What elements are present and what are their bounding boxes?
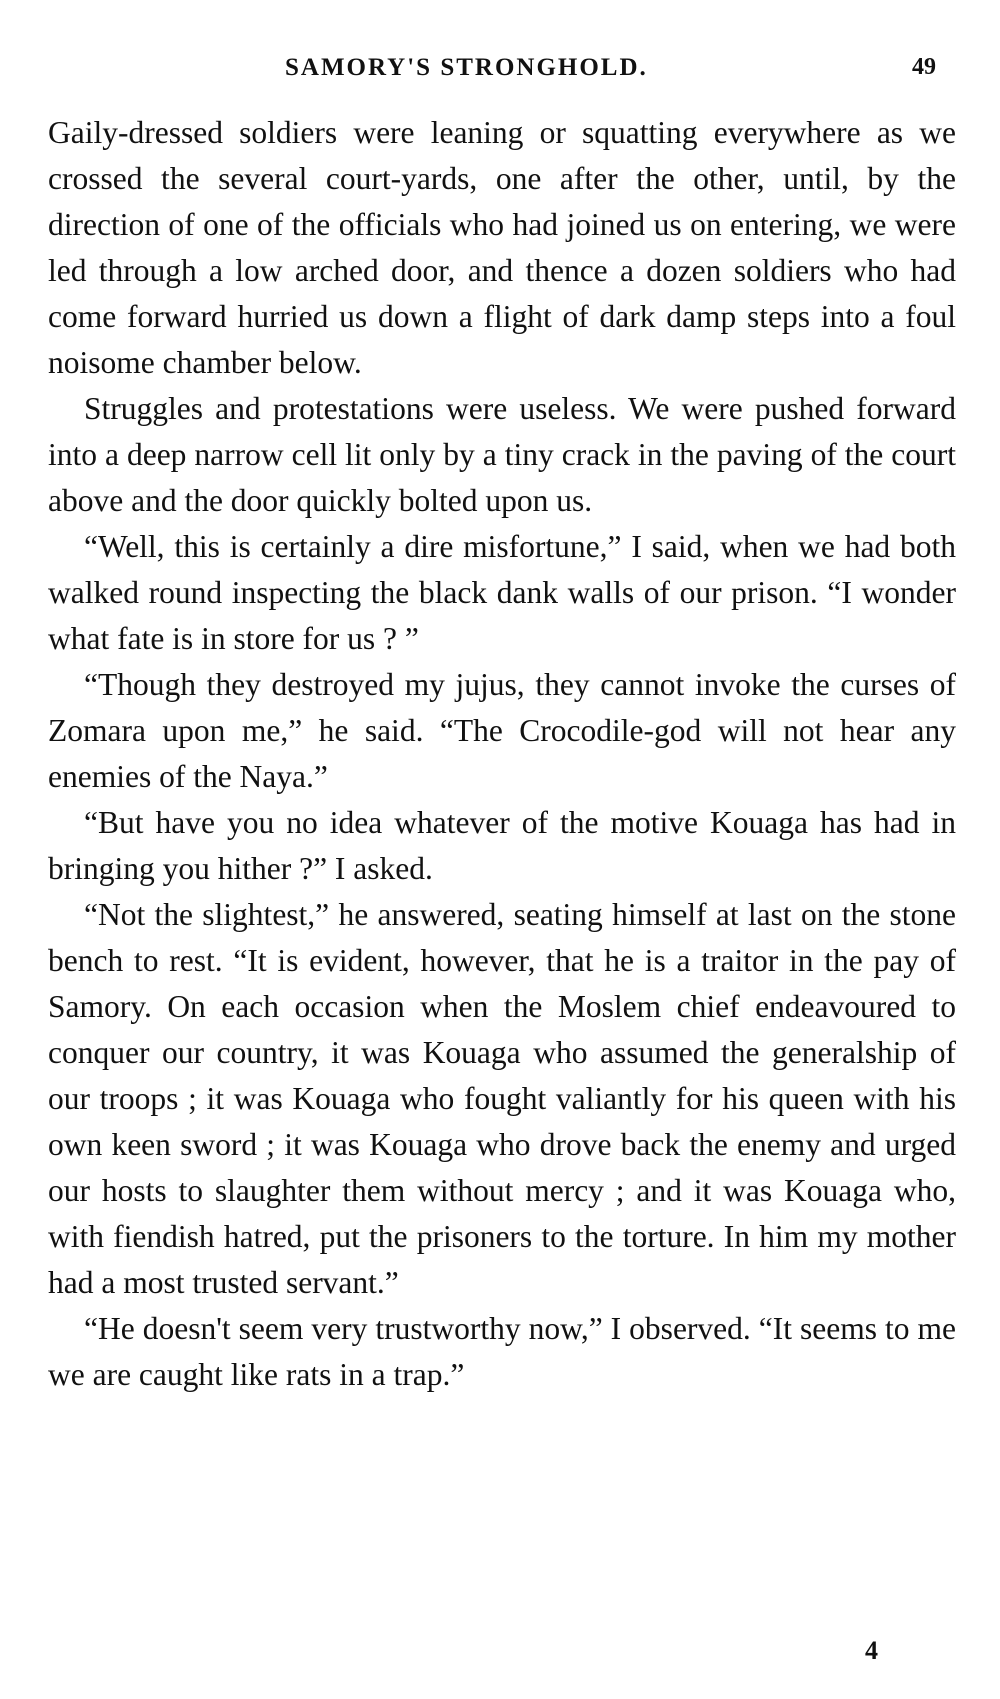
body-text bbox=[48, 110, 956, 1398]
paragraph: “Well, this is certainly a dire misfortune,” I said, when we had both walked round inspecting the black dank walls of our prison. “I wonder what fate is in store for us ? ” bbox=[48, 529, 956, 656]
paragraph: “But have you no idea whatever of the motive Kouaga has had in bringing you hither ?” I asked. bbox=[48, 805, 956, 886]
paragraph: “He doesn't seem very trustworthy now,” I observed. “It seems to me we are caught like rats in a trap.” bbox=[48, 1311, 956, 1392]
running-title: SAMORY'S STRONGHOLD. bbox=[285, 54, 648, 81]
page-number: 49 bbox=[912, 54, 936, 80]
paragraph: Struggles and protestations were useless. We were pushed forward into a deep narrow cell lit only by a tiny crack in the paving of the court above and the door quickly bolted upon us. bbox=[48, 391, 956, 518]
paragraph: Gaily-dressed soldiers were leaning or squatting everywhere as we crossed the several court-yards, one after the other, until, by the direction of one of the officials who had joined us on entering, we were led through a low arched door, and thence a dozen soldiers who had come forward hurried us down a flight of dark damp steps into a foul noisome chamber below. bbox=[48, 115, 956, 380]
paragraph: “Not the slightest,” he answered, seating himself at last on the stone bench to rest. “It is evident, however, that he is a traitor in the pay of Samory. On each occasion when the Moslem chief endeavoured to conquer our country, it was Kouaga who assumed the generalship of our troops ; it was Kouaga who fought valiantly for his queen with his own keen sword ; it was Kouaga who drove back the enemy and urged our hosts to slaughter them without mercy ; and it was Kouaga who, with fiendish hatred, put the prisoners to the torture. In him my mother had a most trusted servant.” bbox=[48, 897, 956, 1300]
signature-mark: 4 bbox=[865, 1636, 878, 1665]
paragraph: “Though they destroyed my jujus, they cannot invoke the curses of Zomara upon me,” he said. “The Crocodile-god will not hear any enemies of the Naya.” bbox=[48, 667, 956, 794]
